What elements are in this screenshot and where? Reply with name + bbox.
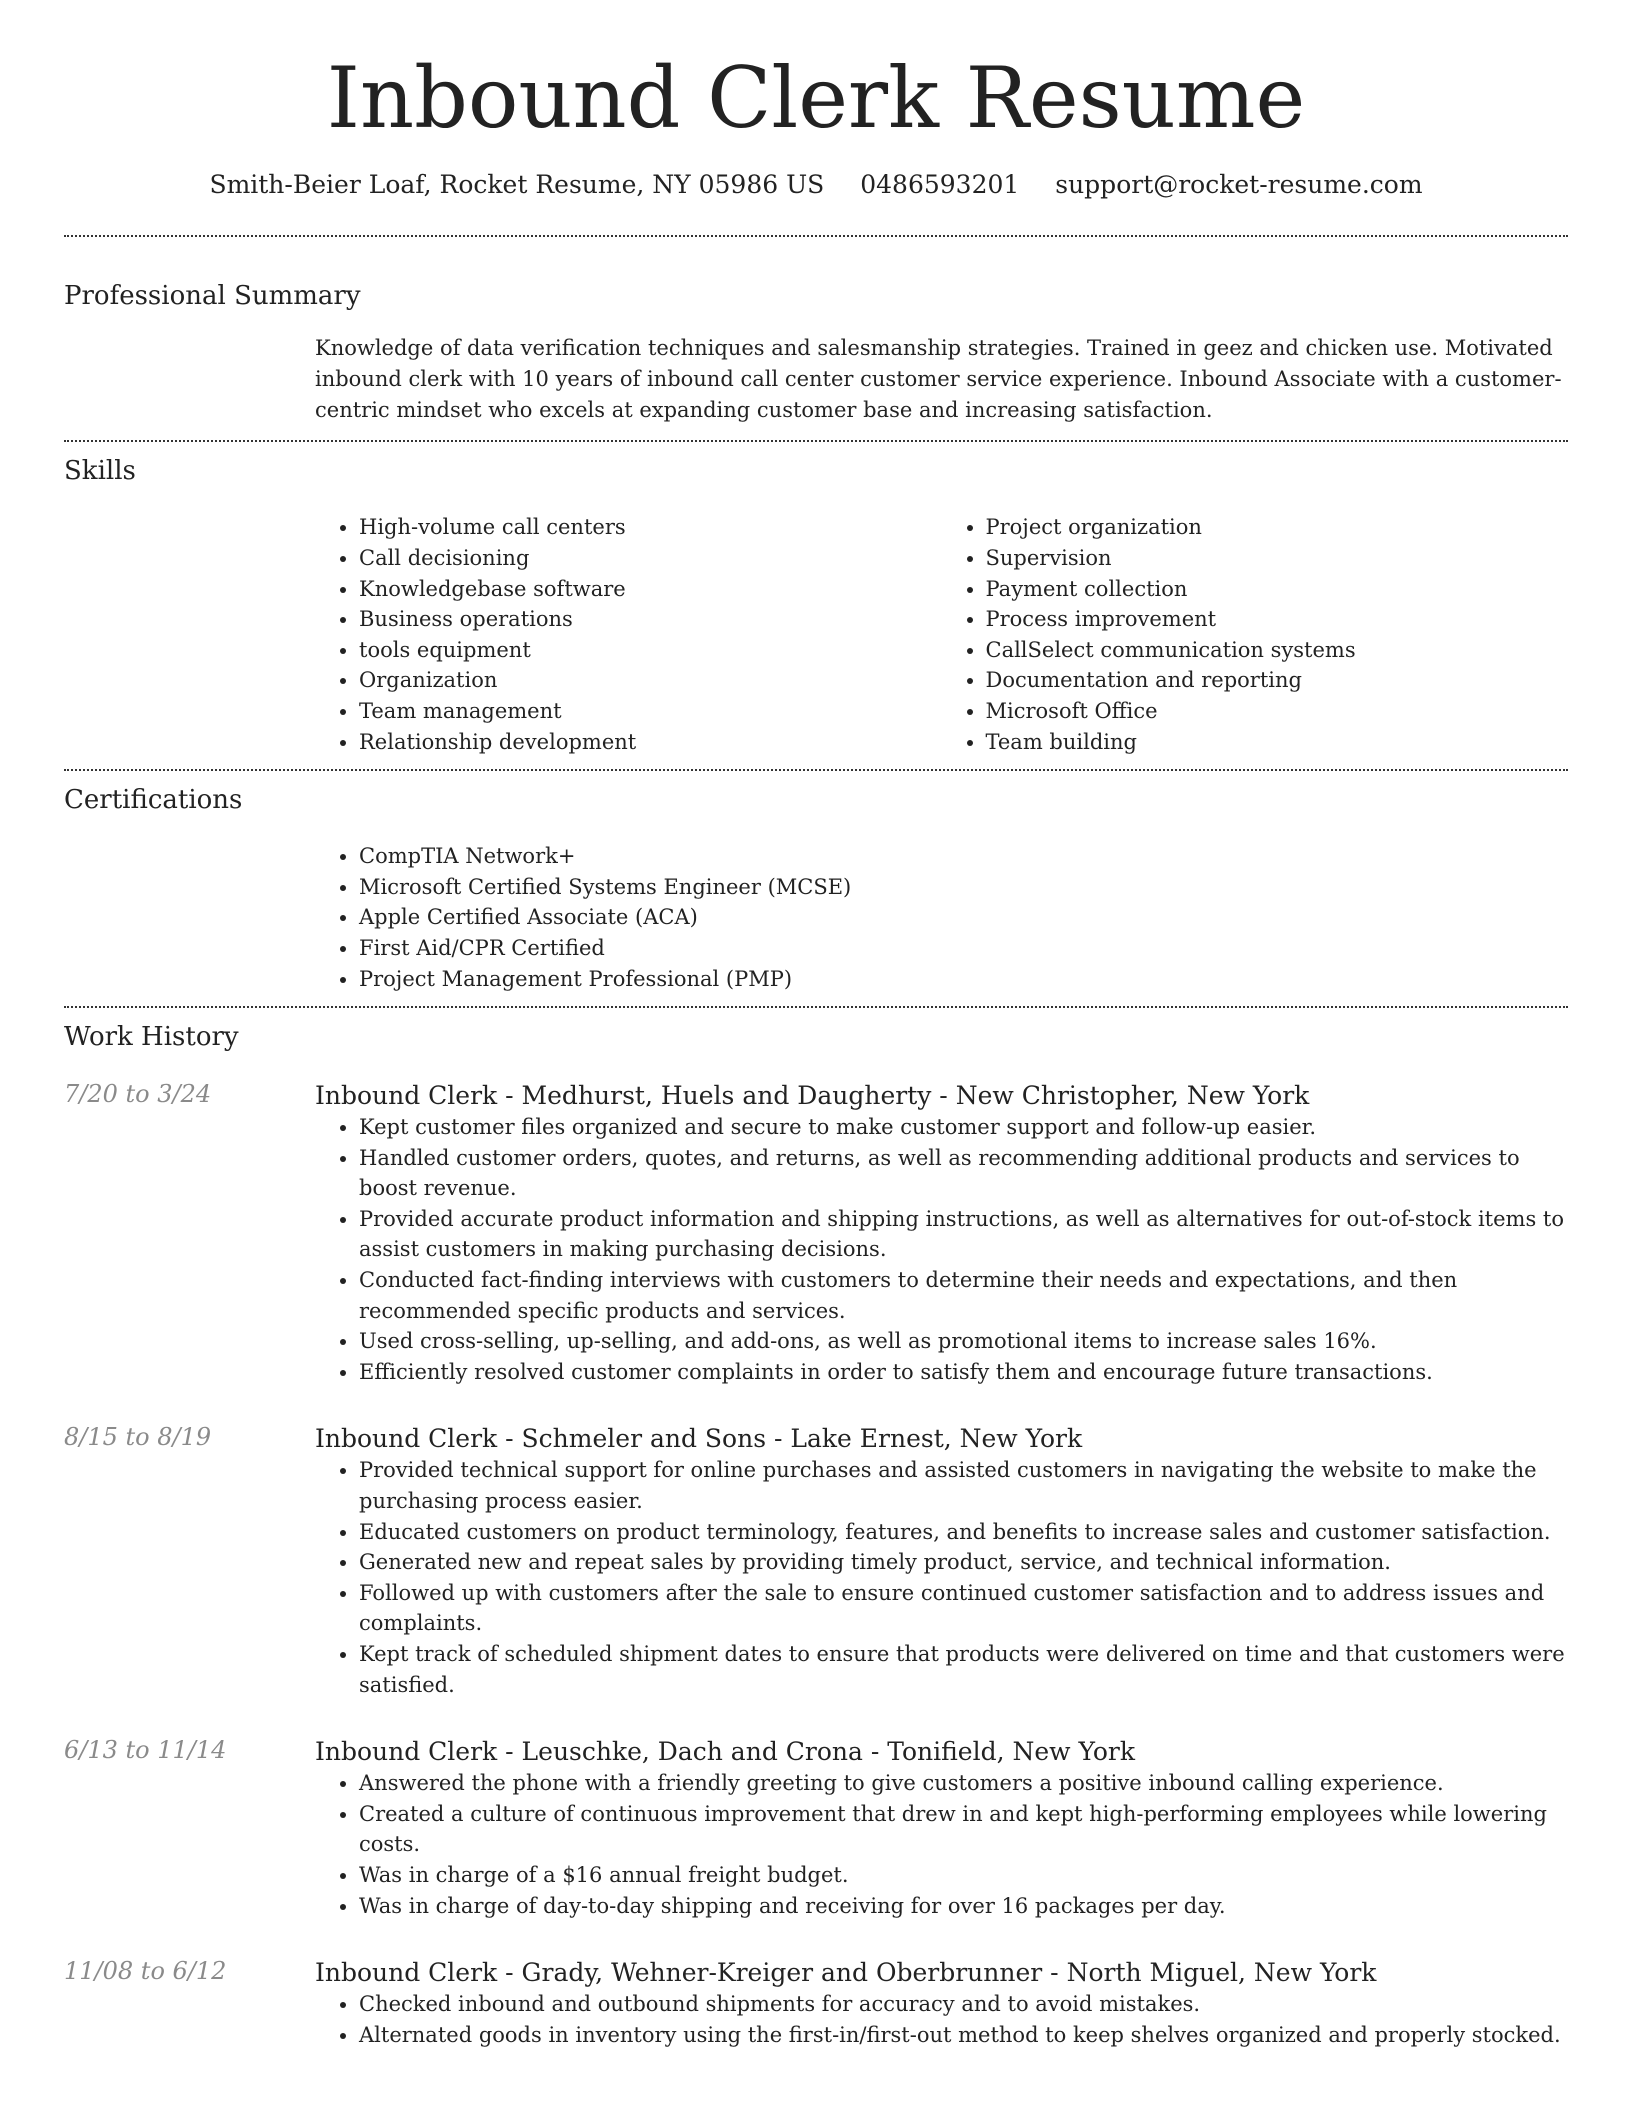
jobs-list — [64, 1080, 1568, 2050]
job-body — [315, 1957, 1568, 2050]
list-item: • Alternated goods in inventory using the first-in/first-out method to keep shelves organized and properly stocked. — [359, 2020, 1568, 2051]
list-item: • Used cross-selling, up-selling, and add-ons, as well as promotional items to increase sales 16%. — [359, 1326, 1568, 1357]
job-dates: 11/08 to 6/12 — [64, 1957, 227, 1986]
job-dates: 8/15 to 8/19 — [64, 1423, 212, 1452]
list-item: • First Aid/CPR Certified — [359, 933, 1568, 964]
page-title: Inbound Clerk Resume — [326, 49, 1306, 147]
summary-section — [64, 237, 1568, 426]
job-dates: 6/13 to 11/14 — [64, 1736, 227, 1765]
certifications-section — [64, 771, 1568, 994]
list-item: • Process improvement — [986, 604, 1569, 635]
list-item: • Microsoft Certified Systems Engineer (MCSE) — [359, 872, 1568, 903]
list-item: • Created a culture of continuous improvement that drew in and kept high-performing employees while lowering costs. — [359, 1799, 1568, 1860]
list-item: • Handled customer orders, quotes, and returns, as well as recommending additional products and services to boost revenue. — [359, 1143, 1568, 1204]
job-bullets — [315, 1989, 1568, 2050]
list-item: • Provided technical support for online purchases and assisted customers in navigating the website to make the purchasing process easier. — [359, 1455, 1568, 1516]
skills-list-right — [942, 512, 1569, 757]
job-entry — [64, 1957, 1568, 2050]
job-bullets — [315, 1455, 1568, 1700]
job-body — [315, 1736, 1568, 1921]
list-item: • Followed up with customers after the sale to ensure continued customer satisfaction and to address issues and complaints. — [359, 1578, 1568, 1639]
job-title: Inbound Clerk - Medhurst, Huels and Daugherty - New Christopher, New York — [315, 1081, 1310, 1111]
summary-text: Knowledge of data verification techniques and salesmanship strategies. Trained in geez and chicken use. Motivated inbound clerk with 10 years of inbound call center customer service experience. Inbound Associate with a customer-centric mindset who excels at expanding customer base and increasing satisfaction. — [315, 336, 1562, 423]
list-item: • Kept track of scheduled shipment dates to ensure that products were delivered on time and that customers were satisfied. — [359, 1639, 1568, 1700]
list-item: • Microsoft Office — [986, 696, 1569, 727]
work-section — [64, 1008, 1568, 2050]
contact-address: Smith-Beier Loaf, Rocket Resume, NY 05986 US — [209, 170, 825, 200]
list-item: • CallSelect communication systems — [986, 635, 1569, 666]
job-dates: 7/20 to 3/24 — [64, 1080, 212, 1109]
certifications-heading: Certifications — [64, 785, 243, 816]
skills-section — [64, 442, 1568, 757]
list-item: • Checked inbound and outbound shipments for accuracy and to avoid mistakes. — [359, 1989, 1568, 2020]
resume-page — [64, 0, 1568, 2050]
list-item: • Was in charge of a $16 annual freight budget. — [359, 1860, 1568, 1891]
summary-heading: Professional Summary — [64, 281, 361, 312]
contact-email: support@rocket-resume.com — [1055, 170, 1423, 200]
list-item: • Supervision — [986, 543, 1569, 574]
job-body — [315, 1080, 1568, 1387]
job-entry — [64, 1736, 1568, 1921]
job-title: Inbound Clerk - Grady, Wehner-Kreiger and Oberbrunner - North Miguel, New York — [315, 1958, 1377, 1988]
job-bullets — [315, 1768, 1568, 1921]
list-item: • Team building — [986, 727, 1569, 758]
job-bullets — [315, 1112, 1568, 1387]
list-item: • Generated new and repeat sales by providing timely product, service, and technical information. — [359, 1547, 1568, 1578]
job-title: Inbound Clerk - Leuschke, Dach and Crona - Tonifield, New York — [315, 1737, 1135, 1767]
certifications-list-wrap — [315, 841, 1568, 994]
list-item: • Team management — [359, 696, 942, 727]
work-heading: Work History — [64, 1022, 239, 1053]
skills-grid — [315, 512, 1568, 757]
list-item: • Business operations — [359, 604, 942, 635]
contact-line — [64, 170, 1568, 199]
list-item: • Kept customer files organized and secure to make customer support and follow-up easier. — [359, 1112, 1568, 1143]
skills-heading: Skills — [64, 456, 136, 487]
list-item: • Call decisioning — [359, 543, 942, 574]
list-item: • Answered the phone with a friendly greeting to give customers a positive inbound calling experience. — [359, 1768, 1568, 1799]
list-item: • Project Management Professional (PMP) — [359, 964, 1568, 995]
skills-list-left — [315, 512, 942, 757]
contact-phone: 0486593201 — [860, 170, 1020, 200]
list-item: • Organization — [359, 665, 942, 696]
list-item: • Conducted fact-finding interviews with customers to determine their needs and expectations, and then recommended specific products and services. — [359, 1265, 1568, 1326]
list-item: • High-volume call centers — [359, 512, 942, 543]
list-item: • Payment collection — [986, 574, 1569, 605]
job-body — [315, 1423, 1568, 1700]
list-item: • Documentation and reporting — [986, 665, 1569, 696]
list-item: • Educated customers on product terminology, features, and benefits to increase sales and customer satisfaction. — [359, 1517, 1568, 1548]
list-item: • Efficiently resolved customer complaints in order to satisfy them and encourage future transactions. — [359, 1357, 1568, 1388]
list-item: • Provided accurate product information and shipping instructions, as well as alternatives for out-of-stock items to assist customers in making purchasing decisions. — [359, 1204, 1568, 1265]
list-item: • Apple Certified Associate (ACA) — [359, 902, 1568, 933]
list-item: • Relationship development — [359, 727, 942, 758]
list-item: • CompTIA Network+ — [359, 841, 1568, 872]
job-entry — [64, 1080, 1568, 1387]
list-item: • Project organization — [986, 512, 1569, 543]
list-item: • Was in charge of day-to-day shipping and receiving for over 16 packages per day. — [359, 1891, 1568, 1922]
job-title: Inbound Clerk - Schmeler and Sons - Lake Ernest, New York — [315, 1424, 1083, 1454]
certifications-list — [315, 841, 1568, 994]
list-item: • Knowledgebase software — [359, 574, 942, 605]
job-entry — [64, 1423, 1568, 1700]
list-item: • tools equipment — [359, 635, 942, 666]
